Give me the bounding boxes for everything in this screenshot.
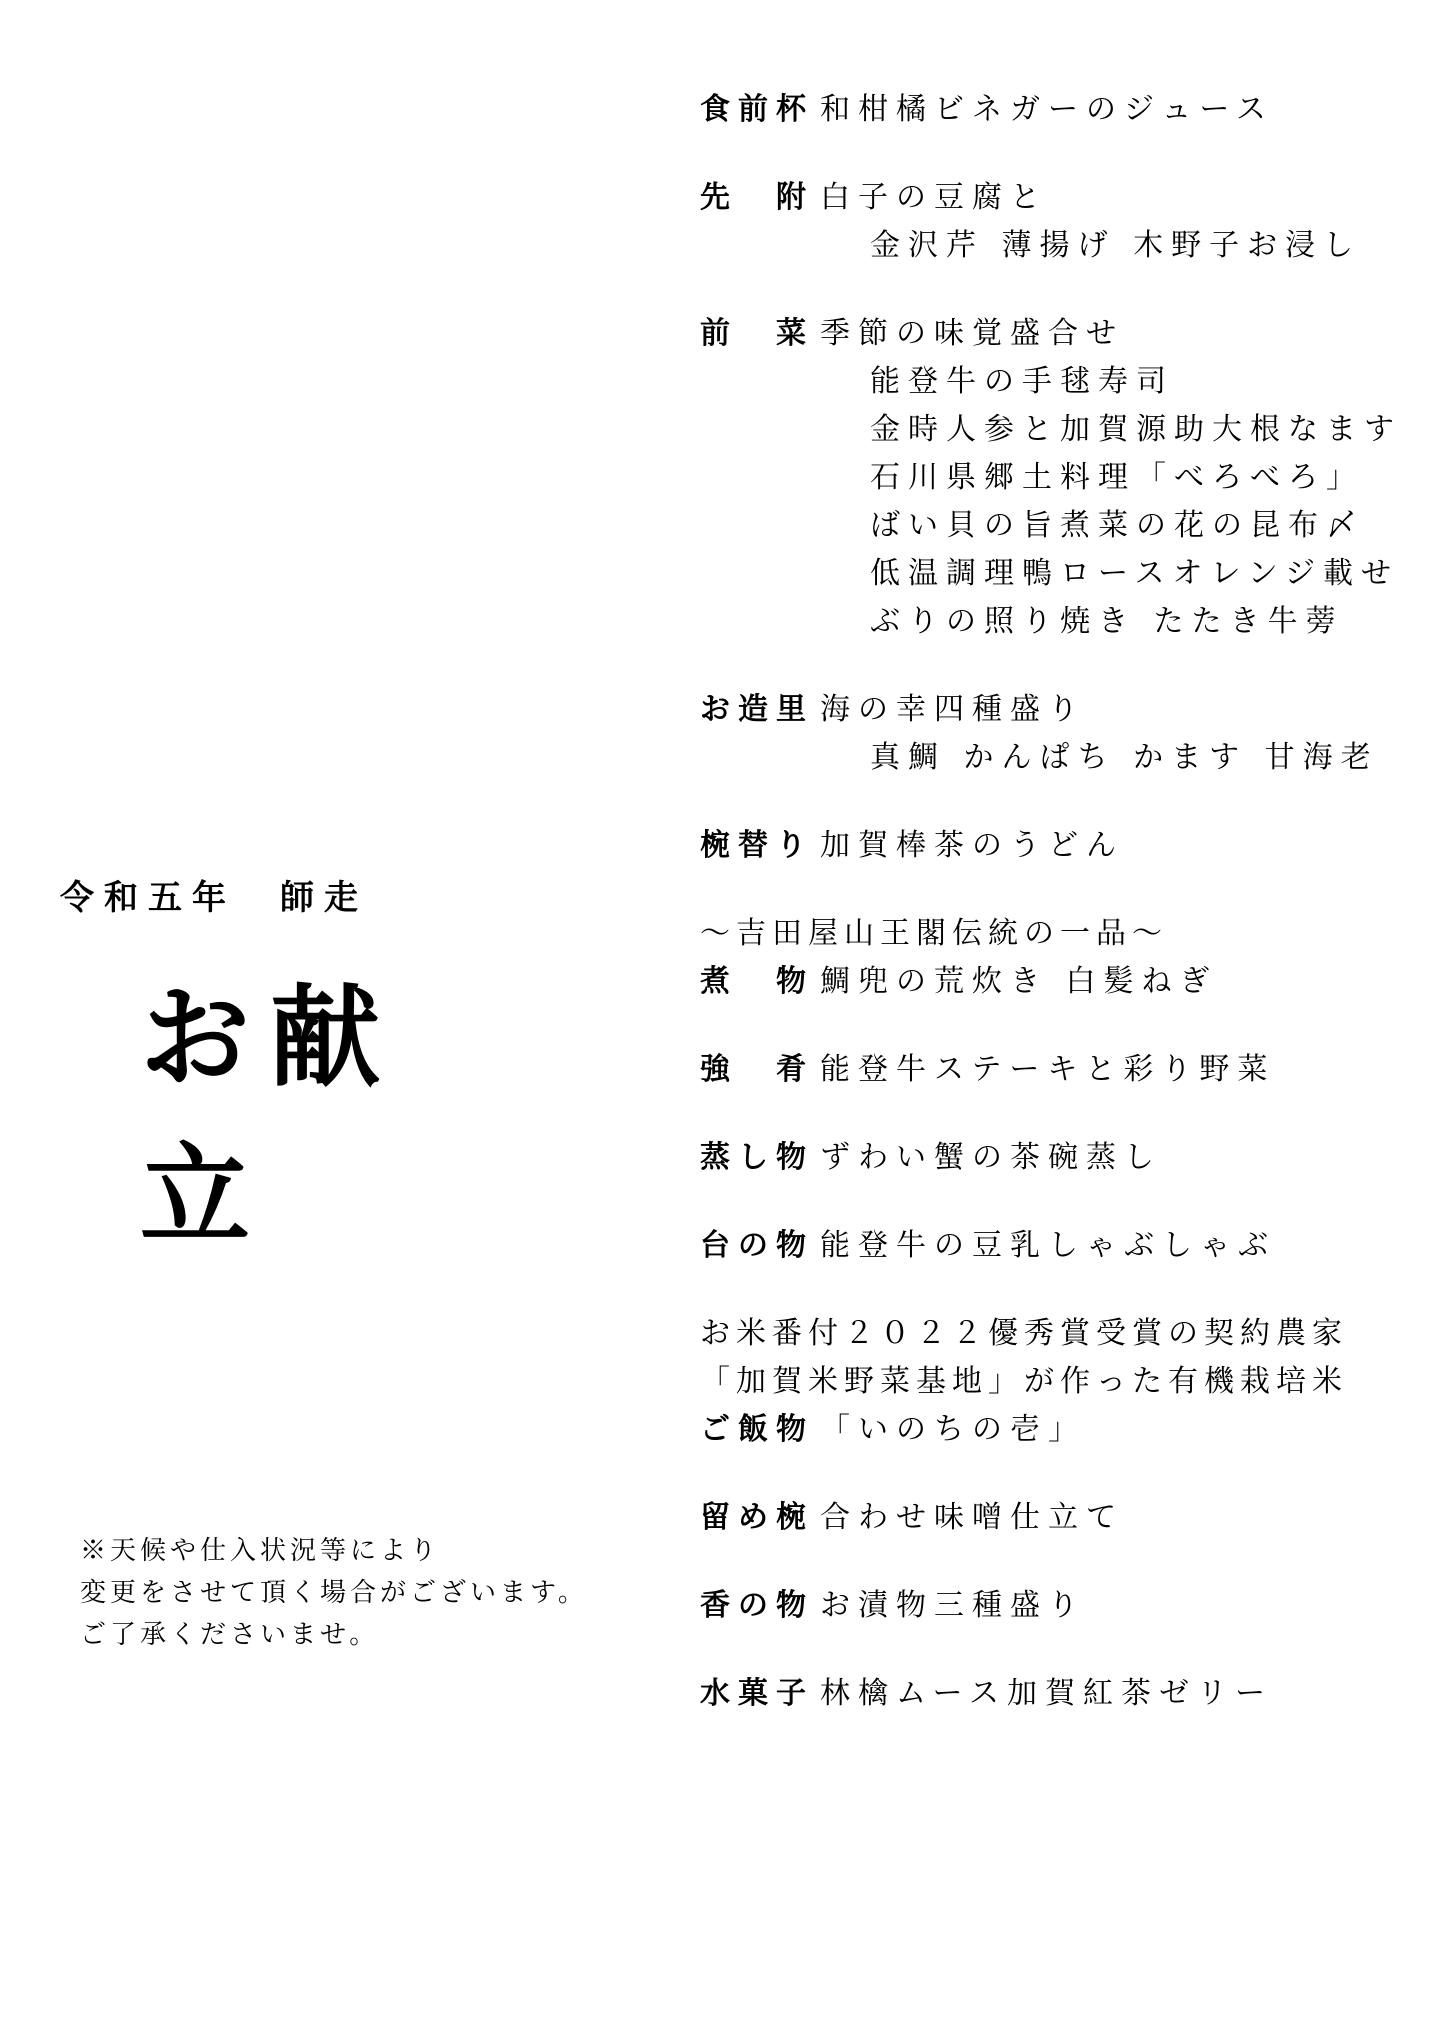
course-name: お造里 — [700, 692, 814, 727]
notice-line: 変更をさせて頂く場合がございます。 — [80, 1578, 588, 1608]
menu-list — [700, 90, 1402, 1990]
course-dish: 能登牛ステーキと彩り野菜 — [820, 1052, 1276, 1087]
course-name: 台の物 — [700, 1228, 814, 1263]
course-konomono — [700, 1586, 1340, 1626]
course-dish-sub: ぶりの照り焼き たたき牛蒡 — [870, 604, 1344, 639]
course-dish: 能登牛の豆乳しゃぶしゃぶ — [820, 1228, 1276, 1263]
course-dish-sub: 真鯛 かんぱち かます 甘海老 — [870, 740, 1379, 775]
title-area — [60, 870, 480, 1260]
course-name: 椀替り — [700, 828, 814, 863]
course-dish: 加賀棒茶のうどん — [820, 828, 1124, 863]
course-dish: 和柑橘ビネガーのジュース — [820, 92, 1274, 127]
course-name: 煮 物 — [700, 964, 814, 999]
course-zensai — [700, 314, 1402, 642]
course-name: 前 菜 — [700, 316, 814, 351]
course-name: 先 附 — [700, 180, 814, 215]
course-note: お米番付２０２２優秀賞受賞の契約農家 — [700, 1316, 1348, 1351]
course-mizugashi — [700, 1674, 1340, 1714]
course-dish-sub: 石川県郷土料理「べろべろ」 — [870, 460, 1364, 495]
course-name: 食前杯 — [700, 92, 814, 127]
course-dish-sub: 低温調理鴨ロースオレンジ載せ — [870, 556, 1399, 591]
course-dish: お漬物三種盛り — [820, 1588, 1086, 1623]
course-dainomono — [700, 1226, 1340, 1266]
course-name: 強 肴 — [700, 1052, 814, 1087]
course-dish: 林檎ムース加賀紅茶ゼリー — [820, 1676, 1273, 1711]
course-name: 留め椀 — [700, 1500, 814, 1535]
course-aperitif — [700, 90, 1340, 130]
course-dish: 「いのちの壱」 — [820, 1412, 1086, 1447]
course-name: 蒸し物 — [700, 1140, 814, 1175]
course-name: 香の物 — [700, 1588, 814, 1623]
course-name: ご飯物 — [700, 1412, 814, 1447]
course-note: 「加賀米野菜基地」が作った有機栽培米 — [700, 1364, 1348, 1399]
course-dish-sub: 金沢芹 薄揚げ 木野子お浸し — [870, 228, 1362, 263]
course-otsukuri — [700, 690, 1379, 778]
notice-line: ※天候や仕入状況等により — [80, 1536, 441, 1566]
course-sakizuke — [700, 178, 1362, 266]
notice — [80, 1530, 640, 1656]
course-dish: ずわい蟹の茶碗蒸し — [820, 1140, 1162, 1175]
course-shiizakana — [700, 1050, 1340, 1090]
course-dish: 白子の豆腐と — [820, 180, 1048, 215]
notice-line: ご了承くださいませ。 — [80, 1620, 380, 1650]
course-dish-sub: 金時人参と加賀源助大根なます — [870, 412, 1402, 447]
date-label: 令和五年 師走 — [60, 878, 368, 918]
course-dish: 海の幸四種盛り — [820, 692, 1086, 727]
course-dish: 鯛兜の荒炊き 白髪ねぎ — [820, 964, 1218, 999]
page-title: お献立 — [140, 973, 400, 1260]
course-mushimono — [700, 1138, 1340, 1178]
course-dish-sub: ばい貝の旨煮菜の花の昆布〆 — [870, 508, 1364, 543]
course-gohan — [700, 1314, 1348, 1450]
course-dish: 合わせ味噌仕立て — [820, 1500, 1124, 1535]
course-name: 水菓子 — [700, 1676, 814, 1711]
course-dish: 季節の味覚盛合せ — [820, 316, 1124, 351]
course-tomewan — [700, 1498, 1340, 1538]
course-nimono — [700, 914, 1340, 1002]
course-dish-sub: 能登牛の手毬寿司 — [870, 364, 1174, 399]
course-wangawari — [700, 826, 1340, 866]
course-note: 〜吉田屋山王閣伝統の一品〜 — [700, 916, 1168, 951]
